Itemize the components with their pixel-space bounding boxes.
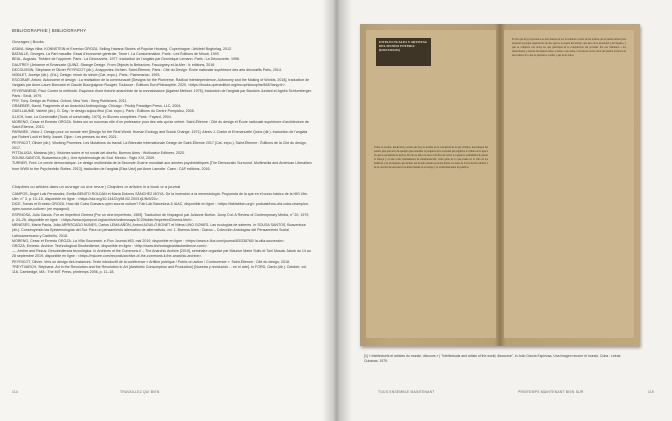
book-photo	[360, 24, 640, 346]
books-entry: NOBLET, Jocelyn (dir.). (Ed.). Design. miroir du siècle (Cat. expo.). Paris : Flammarion, 1993.	[12, 73, 161, 78]
bibliography-text	[12, 28, 312, 275]
books-entry: PEYRICOT, Olivier (dir.). Working Promises. Les Mutations du travail. La Biennale Internationale Design de Saint-Étienne 2017 (Cat. expo.). Saint-Étienne : Éditions de la Cité du design, 2017.	[12, 140, 307, 150]
books-entry: MORENO, Cesar et Ernesto OROZA. Notes sur un nouveau rôle d'un professeur pour des arts qui se créent. Saint-Étienne : Cité du design et École nationale supérieure d'architecture de Saint-Étienne, 2013.	[12, 119, 309, 130]
chapters-entry: TREYTVARCH, Stéphane. Art in the Revolution and the Revolution in Art (Aesthetic Consumption and Production) [Nuestra y revolución ... en el arte]. In FORD, Gavin (dir.). October, vol. 118. Cambridge, MA : The MIT Press, printemps 2006, p. 11–18.	[12, 264, 307, 274]
page-gutter	[322, 0, 352, 421]
books-entry: DAUTREY (Jehanne et Emanuele QUINZ. Strange Design. From Objects to Behaviors. Faucogney-et-la-Mer : it: éditions, 2016.	[12, 62, 216, 67]
chapters-entry: —. Arrière and Rezus. Desobediencia tecnológica. In Archives of the Commons II – The Anarchic Archive [2019], séminaire organisé par Maurice Marie Sulfo et Toni Mosaic Jakob du 14 au 28 septembre 2019, disponible en ligne : <https://miccee.com/records/archive-of-the-commons-ii-the-anarchic-archive>.	[12, 249, 311, 259]
books-entry: ASAVA, Mays Hiba. KONNSTEIN et Emerico OROZA. Selling Havana Stories of Popular Housing. Copenhague : Arkitekt Bogforlag, 2012.	[12, 47, 232, 51]
left-page	[0, 0, 334, 421]
books-entry: TURNER, Fred. Le cercle démocratique. Le design multimédia de la Seconde Guerre mondiale aux années psychédéliques [The Democratic Surround. Multimedia and American Liberalism from WWII to the Psychedelic Sixties. 2013], traduction de l'anglais [Elsa Urtz] par Anne Lamotte. Caen : C&F éditions, 2016.	[12, 161, 312, 171]
running-footer-left: TRAVAILLEZ QUI BIEN	[120, 390, 160, 394]
books-entry: ILLICH, Ivan. La Convivialité [Tools of conviviality. 1973]. in Œuvres complètes. Paris : Fayard, 2004.	[12, 114, 172, 119]
books-entry: BATAILLE, Georges. La Part maudite. Essai d'économie générale. Tome I. La Consommation. Paris : Les Éditions de Minuit, 1949.	[12, 52, 220, 57]
book-left-leaf	[366, 30, 496, 338]
chapters-list	[12, 192, 312, 275]
chapters-entry: OROZA, Ernesto. Archive. Technological Disobedience, disponible en ligne : <http://www.technologicaldisobedience.com/>.	[12, 243, 208, 248]
chapters-entry: ESPINOSA, Julio García. For an Imperfect Cinema [Por un cine imperfecto, 1969]. Traduction de l'espagnol par Julianne Burton. Jump Cut: A Review of Contemporary Media, n° 20, 1979, p. 24–26, disponible en ligne : <https://www.ejumpcut.org/archive/onlinessays/JC20folder/ImperfectCinema.html>.	[12, 212, 310, 222]
chapters-entry: DICE, Tomas et Ernesto OROZA. How did Cuba Guevara open source culture? Fab Lab Barcelona & IAAC, disponible en ligne : <https://fablabbcn.org/> podcast/how-did-cuba-champion-open-source-culture> (en espagnol).	[12, 202, 309, 212]
page-number-right: 115	[648, 390, 655, 394]
books-entry: GUELLAUME, Valérie (dir.). D. Day : le design aujourd'hui (Cat. expo.). Paris : Éditions du Centre Pompidou, 2005.	[12, 109, 195, 114]
chapters-entry: CAMPOS, Ángel Luis Fernández, Emilia BENITO ROLDÁN et María Dolores SÁNCHEZ MOYA. De la invención a la menestología. Propuesta de la que en el curso básico de la HfG Ulm. Ulm, n° 3, p. 10–15, disponible en ligne : <https://doi.org/10.14422/y98.i02.2003.tj1/fb/0/20>.	[12, 191, 309, 202]
chapters-entry: MORENO, Cesar et Ernesto OROZA. La Villa Souverain. e-Flux Journal #63, mai 2019, disponible en ligne : <https://www.e-flux.com/journal/83/338760/ la-villa-souverain>.	[12, 238, 285, 243]
books-entry: GRAEBER, David. Fragments of an Anarchist Anthropology. Chicago : Prickly Paradigm Press, LLC, 2004.	[12, 104, 182, 109]
chapters-entry: MENESES, María Paula, João ARRISCADO NUNES, Carlos LEMA AÑÓN, Antoni AGUILÓ BONET et Nilma LINO GOMES. Las ecologías de saberes. In SOUSA SANTOS, Boaventura (dir.). Construyendo las Epistemologías del Sur. Para un pensamiento alternativo de alternativas, vol. 1. Buenos Aires : Clacso – Colección Antologías del Pensamiento Social Latinoamericano y Caribeño, 2018.	[12, 223, 306, 238]
books-entry: FRY, Tony. Design as Politics. Oxford, New York : Berg Publishers, 2011.	[12, 99, 128, 104]
books-entry: FEYERABEND, Paul. Contre la méthode. Esquisse d'une théorie anarchiste de la connaissance [Against Method. 1975], traduction de l'anglais par Baudoin Jurdant et Agnès Schlumberger. Paris : Seuil, 1979.	[12, 88, 312, 98]
book-text-left: Todos el escritor, intelectual y artista que hoy se levanta en la conciencia de la que vivimos, una imagen del pueblo para que sirva de ejemplo para entender la pregunta de la sociedad que significa la cultura en la época en que se encontraba la nación. En ello se ubica la tarea colectiva de volver a la gente la posibilidad de pensar el trabajo y el arte como instrumentos de transformación, como parte de lo que existe en la vida de los hombres y de las mujeres que luchan. Así ha sido nuestra posición frente a la tarea de la revolución cultural y de la creación de una nueva sociedad basada en el trabajo y la solidaridad entre los pueblos.	[374, 146, 488, 170]
books-entry: PITTALUGA, Mariana (dir.). Visiones sobre el rol social del diseño. Buenos Aires : Wolkowicz Editores, 2020.	[12, 151, 185, 156]
bibliography-heading: BIBLIOGRAPHIE | BIBLIOGRAPHY	[12, 28, 87, 33]
book-cover-title: INTELECTUALES Y ARTISTAS DEL MUNDO ENTERO: (DISCURSOS)	[376, 38, 431, 66]
books-heading: Ouvrages | Books	[12, 39, 44, 44]
chapters-entry: PEYRICOT, Olivier. Vers un design des instances. Texte introductif de la conférence « Artifice publique / Public on action / Controversie ». Saint-Étienne : Cité du design, 2018.	[12, 259, 291, 264]
chapters-heading: Chapitres ou articles dans un ouvrage ou une revue | Chapters or articles in a book or a journal	[12, 183, 181, 189]
books-entry: BEAL, Augusto. Théâtre de l'opprimé. Paris : La Découverte. 1977. traduction de l'anglais par Dominique Lemann. Paris : La Découverte. 1996.	[12, 57, 241, 62]
book-right-leaf	[504, 30, 634, 338]
books-entry: DECOUSSIN, Stéphane et Olivier PEYRICOT (dir.). Anapportez-Vichien. Saint-Étienne, Paris : Cité du Design. École nationale supérieure des arts décoratifs Paris, 2014.	[12, 67, 282, 72]
books-entry: SOUSA SANTOS, Boaventura (dir.). Une épistémologie du Sud. Mexico : Siglo XXI, 2009.	[12, 156, 155, 161]
books-entry: PAPANEK, Victor J. Design pour un monde réel [Design for the Real World. Human Ecology and Social Change. 1971]. Alexis J. Clarke et Emmanuelle Quinz (dir.). traduction de l'anglais par Robert Louit et Nelly Josset. Dijon : Les presses du réel, 2021.	[12, 130, 308, 140]
book-text-right: El arte que hoy proponemos es una manera de ver la realidad a través de las formas que el pueblo utiliza para expresar su propia experiencia; un arte que no se separa del trabajo, que nace de la necesidad y del ingenio, y que se comparte con todos los que participan en la construcción del porvenir. Por eso llamamos a los intelectuales y artistas del mundo entero a unirse a esta tarea, a reconocer en las obras del pueblo la fuerza de una cultura viva que no pertenece a nadie y que es de todos.	[512, 38, 626, 58]
running-footer-right-a: TOUS ENSEMBLE MAINTENANT	[378, 390, 435, 394]
books-list	[12, 47, 312, 172]
photo-caption: [1] « Intellectuels et artistes du monde, discours » | "Intellectuals and artists of the world, discourse", in Julio García Espinosa, Una imagen recorre el mundo. Cuba : Letras Cubanas, 1979.	[364, 354, 621, 363]
page-number-left: 114	[12, 390, 19, 394]
running-footer-right-b: PRINTEMPS MAINTENANT BIEN SUR	[518, 390, 584, 394]
books-entry: ESCOBAR, Arturo. Autonomie et design : La réalisation de la communauté [Designs for the Pluriverse. Radical Interdependence, Autonomy and the Making of Worlds. 2018], traduction de l'anglais par Anne-Laure Bonvalot et Claude Bourguignon Rougier. Toulouse : Éditions EuroPhilosophie, 2020. <https://books.openedition.org/europhilosophie/848?lang=fr>.	[12, 78, 310, 88]
